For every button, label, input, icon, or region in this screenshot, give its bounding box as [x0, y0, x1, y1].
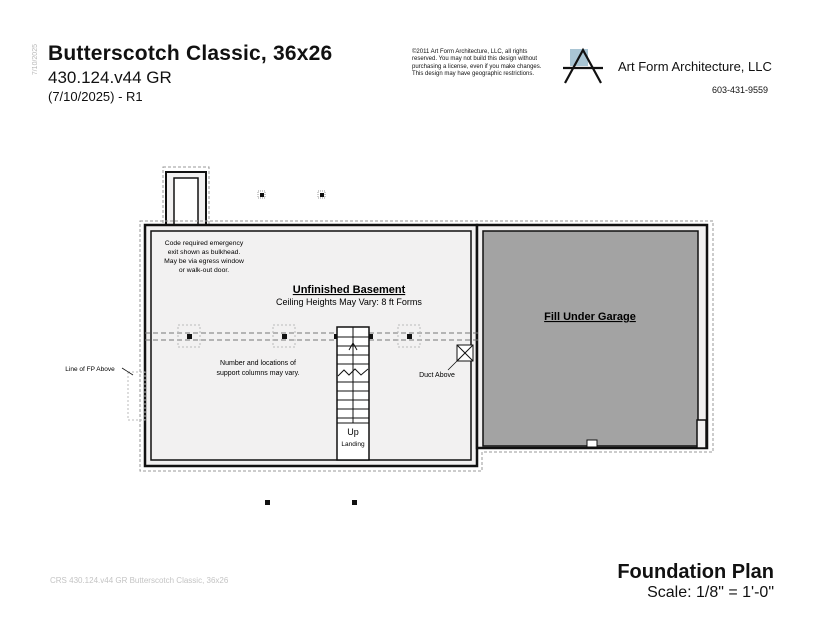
basement-title: Unfinished Basement [292, 284, 406, 296]
plan-code: 430.124.v44 GR [48, 68, 172, 87]
ceiling-note: Ceiling Heights May Vary: 8 ft Forms [276, 297, 422, 307]
egress-note-line: exit shown as bulkhead. [167, 249, 241, 256]
copyright-line: This design may have geographic restrictions. [412, 70, 535, 77]
company-name: Art Form Architecture, LLC [618, 59, 772, 74]
duct-label: Duct Above [419, 372, 455, 379]
garage-area [477, 225, 707, 448]
stair-up-label: Up [347, 427, 359, 437]
copyright-line: ©2011 Art Form Architecture, LLC, all rights [412, 49, 528, 55]
egress-note-line: Code required emergency [164, 240, 244, 247]
fireplace-line [122, 368, 145, 420]
sheet-title: Foundation Plan [617, 561, 774, 583]
columns-note-line: Number and locations of [220, 360, 296, 367]
copyright-line: reserved. You may not build this design without [412, 56, 538, 63]
stair-landing-label: Landing [341, 441, 365, 448]
watermark-text: CRS 430.124.v44 GR Butterscotch Classic, 36x26 [50, 576, 229, 585]
egress-note-line: May be via egress window [164, 258, 244, 265]
egress-note-line: or walk-out door. [178, 267, 230, 274]
vertical-date-stamp: 7/10/2025 [32, 44, 39, 76]
copyright-line: purchasing a license, even if you make changes. [412, 63, 542, 70]
garage-label: Fill Under Garage [544, 311, 636, 323]
columns-note-line: support columns may vary. [216, 370, 300, 377]
plan-title: Butterscotch Classic, 36x26 [48, 42, 333, 65]
company-phone: 603-431-9559 [712, 85, 769, 95]
date-revision: (7/10/2025) - R1 [48, 89, 143, 104]
sheet-scale: Scale: 1/8" = 1'-0" [647, 584, 774, 601]
fireplace-label: Line of FP Above [65, 366, 115, 373]
chimney-outline [163, 167, 209, 232]
